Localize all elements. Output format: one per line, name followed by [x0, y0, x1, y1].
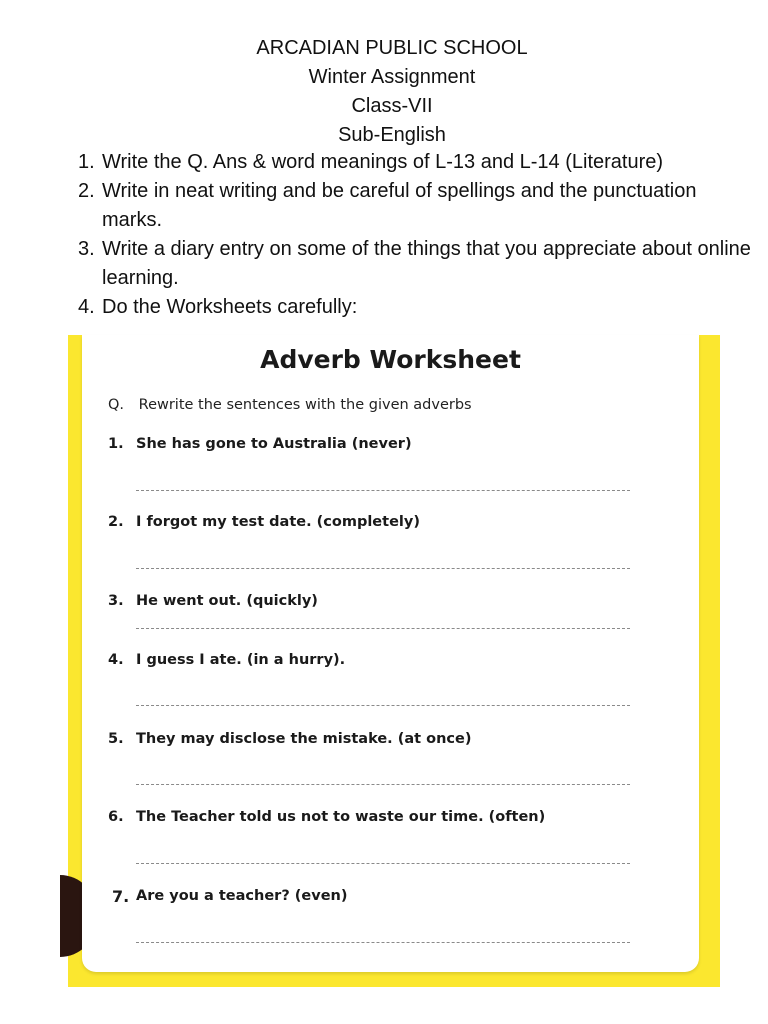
answer-line[interactable] [136, 705, 630, 706]
instruction-number: 2. [78, 180, 95, 202]
answer-line[interactable] [136, 942, 630, 943]
worksheet-item [108, 731, 698, 791]
class-label: Class-VII [351, 95, 433, 117]
answer-line[interactable] [136, 784, 630, 785]
item-number: 5. [108, 731, 124, 747]
worksheet-paper [82, 335, 699, 972]
item-sentence: She has gone to Australia (never) [136, 436, 412, 452]
item-number: 4. [108, 652, 124, 668]
worksheet-item [108, 888, 698, 948]
item-sentence: The Teacher told us not to waste our time. (often) [136, 809, 546, 825]
worksheet-item [108, 593, 698, 653]
worksheet-image [68, 335, 720, 987]
answer-line[interactable] [136, 863, 630, 864]
worksheet-item [108, 514, 698, 574]
item-sentence: I guess I ate. (in a hurry). [136, 652, 346, 668]
question-text: Rewrite the sentences with the given adverbs [138, 397, 472, 413]
assignment-title: Winter Assignment [308, 66, 476, 88]
subject-label: Sub-English [338, 124, 446, 146]
instruction-item [78, 148, 758, 177]
instruction-number: 4. [78, 296, 95, 318]
instruction-text: Write a diary entry on some of the things that you appreciate about online learning. [102, 238, 751, 289]
item-sentence: Are you a teacher? (even) [136, 888, 348, 904]
item-number: 6. [108, 809, 124, 825]
worksheet-item [108, 436, 698, 496]
instruction-item [78, 293, 758, 322]
item-sentence: I forgot my test date. (completely) [136, 514, 420, 530]
assignment-header [0, 34, 768, 150]
item-number: 7. [112, 887, 130, 906]
item-number: 3. [108, 593, 124, 609]
instruction-text: Do the Worksheets carefully: [102, 296, 358, 318]
item-sentence: He went out. (quickly) [136, 593, 318, 609]
item-number: 1. [108, 436, 124, 452]
worksheet-title: Adverb Worksheet [260, 345, 521, 374]
question-label: Q. [108, 397, 125, 413]
instruction-item [78, 235, 758, 293]
instruction-list [78, 148, 758, 322]
instruction-number: 3. [78, 238, 95, 260]
instruction-item [78, 177, 758, 235]
instruction-text: Write the Q. Ans & word meanings of L-13 and L-14 (Literature) [102, 151, 664, 173]
item-number: 2. [108, 514, 124, 530]
answer-line[interactable] [136, 628, 630, 629]
school-name: ARCADIAN PUBLIC SCHOOL [256, 37, 528, 59]
worksheet-question [108, 397, 472, 413]
answer-line[interactable] [136, 568, 630, 569]
worksheet-item [108, 809, 698, 869]
worksheet-item [108, 652, 698, 712]
item-sentence: They may disclose the mistake. (at once) [136, 731, 472, 747]
answer-line[interactable] [136, 490, 630, 491]
instruction-text: Write in neat writing and be careful of spellings and the punctuation marks. [102, 180, 697, 231]
instruction-number: 1. [78, 151, 95, 173]
